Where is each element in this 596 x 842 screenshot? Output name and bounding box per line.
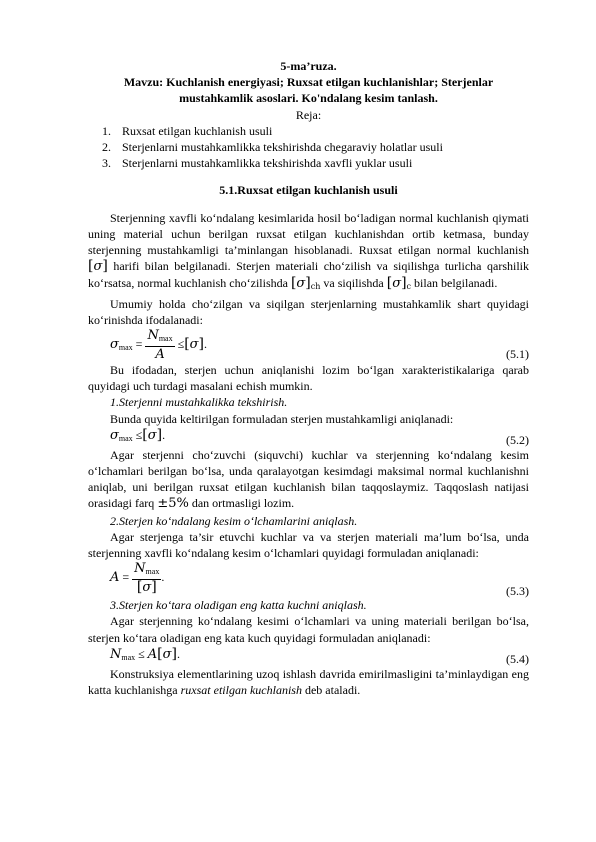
formula-5-1: $\sigma_{max}$ = $\frac{N_{max}}{A}$ ≤[σ]. (5.1) bbox=[110, 328, 529, 363]
plan-item: 2. Sterjenlarni mustahkamlikka tekshirishda chegaraviy holatlar usuli bbox=[102, 140, 443, 155]
plan-list bbox=[88, 123, 529, 172]
plan-item: 1. Ruxsat etilgan kuchlanish usuli bbox=[102, 123, 273, 138]
sigma-compression-symbol: $[\sigma]_c$ bbox=[386, 275, 412, 292]
item-1-title: 1.Sterjenni mustahkalikka tekshirish. bbox=[110, 395, 288, 410]
lecture-number: 5-ma’ruza. bbox=[280, 59, 337, 73]
formula-5-2: $\sigma_{max} \le[\sigma]$. (5.2) bbox=[110, 426, 529, 447]
item-3-text: Agar sterjenning ko‘ndalang kesimi o‘lchamlari va uning materiali berilgan bo‘lsa, sterjen ko‘tara oladigan eng kata kuch quyidagi formuladan aniqlanadi: bbox=[88, 614, 529, 645]
item-1-text: Bunda quyida keltirilgan formuladan sterjen mustahkamligi aniqlanadi: bbox=[110, 411, 454, 426]
item-3-title: 3.Sterjen ko‘tara oladigan eng katta kuchni aniqlash. bbox=[110, 598, 367, 613]
item-2-text: Agar sterjenga ta’sir etuvchi kuchlar va va sterjen materiali ma’lum bo‘lsa, unda sterjenning xavfli ko‘ndalang kesim o‘lchamlari quyidagi formuladan aniqlanadi: bbox=[88, 529, 529, 561]
sigma-allowed-symbol: [σ] bbox=[88, 258, 108, 275]
paragraph-1: Sterjenning xavfli ko‘ndalang kesimlarida hosil bo‘ladigan normal kuchlanish qiymati uning material uchun berilgan ruxsat etilgan kuchlanishdan ortib ketmasa, bunday sterjenning mustahkamligi ta’minlangan hisoblanadi. Ruxsat etilgan normal kuchlanish [σ] harifi bilan belgilanadi. Sterjen materiali cho‘zilish va siqilishga turlicha qarshilik ko‘rsatsa, normal kuchlanish cho‘zilishda $[\sigma]_{ch}$ va siqilishda $[\sigma]_c$ bilan belgilanadi. bbox=[88, 210, 529, 292]
topic-line-1: Mavzu: Kuchlanish energiyasi; Ruxsat etilgan kuchlanishlar; Sterjenlar bbox=[123, 75, 494, 90]
plan-item: 3. Sterjenlarni mustahkamlikka tekshirishda xavfli yuklar usuli bbox=[102, 156, 413, 171]
formula-number: (5.2) bbox=[506, 432, 529, 447]
formula-number: (5.4) bbox=[506, 651, 529, 666]
formula-number: (5.3) bbox=[506, 584, 529, 599]
item-2-title: 2.Sterjen ko‘ndalang kesim o‘lchamlarini aniqlash. bbox=[110, 513, 358, 528]
paragraph-2: Umumiy holda cho‘zilgan va siqilgan sterjenlarning mustahkamlik shart quyidagi ko‘rinishda ifodalanadi: bbox=[88, 296, 529, 327]
document-content bbox=[88, 58, 529, 698]
topic-line-2: mustahkamlik asoslari. Ko'ndalang kesim tanlash. bbox=[179, 91, 438, 106]
plan-label: Reja: bbox=[295, 107, 322, 122]
paragraph-4: Agar sterjenni cho‘zuvchi (siquvchi) kuchlar va sterjenning ko‘ndalang kesim o‘lchamlari berilgan bo‘lsa, unda qaralayotgan kesimdagi maksimal normal kuchlanishni aniqlab, uni berilgan ruxsat etilgan kuchlanish bilan taqqoslaymiz. Taqqoslash natijasi orasidagi farq ±5% dan ortmasligi lozim. bbox=[88, 447, 529, 512]
formula-number: (5.1) bbox=[506, 347, 529, 362]
formula-5-3: A = $\frac{N_{max}}{[\sigma]}$ . (5.3) bbox=[110, 561, 529, 599]
formula-5-4: $N_{max} \le A[\sigma]$. (5.4) bbox=[110, 645, 529, 666]
sigma-tension-symbol: $[\sigma]_{ch}$ bbox=[290, 275, 321, 292]
paragraph-5: Konstruksiya elementlarining uzoq ishlash davrida emirilmasligini ta’minlaydigan eng katta kuchlanishga ruxsat etilgan kuchlanish deb ataladi. bbox=[88, 666, 529, 698]
section-title: 5.1.Ruxsat etilgan kuchlanish usuli bbox=[219, 183, 398, 198]
paragraph-3: Bu ifodadan, sterjen uchun aniqlanishi lozim bo‘lgan xarakteristikalariga qarab quyidagi uch turdagi masalani echish mumkin. bbox=[88, 363, 529, 394]
